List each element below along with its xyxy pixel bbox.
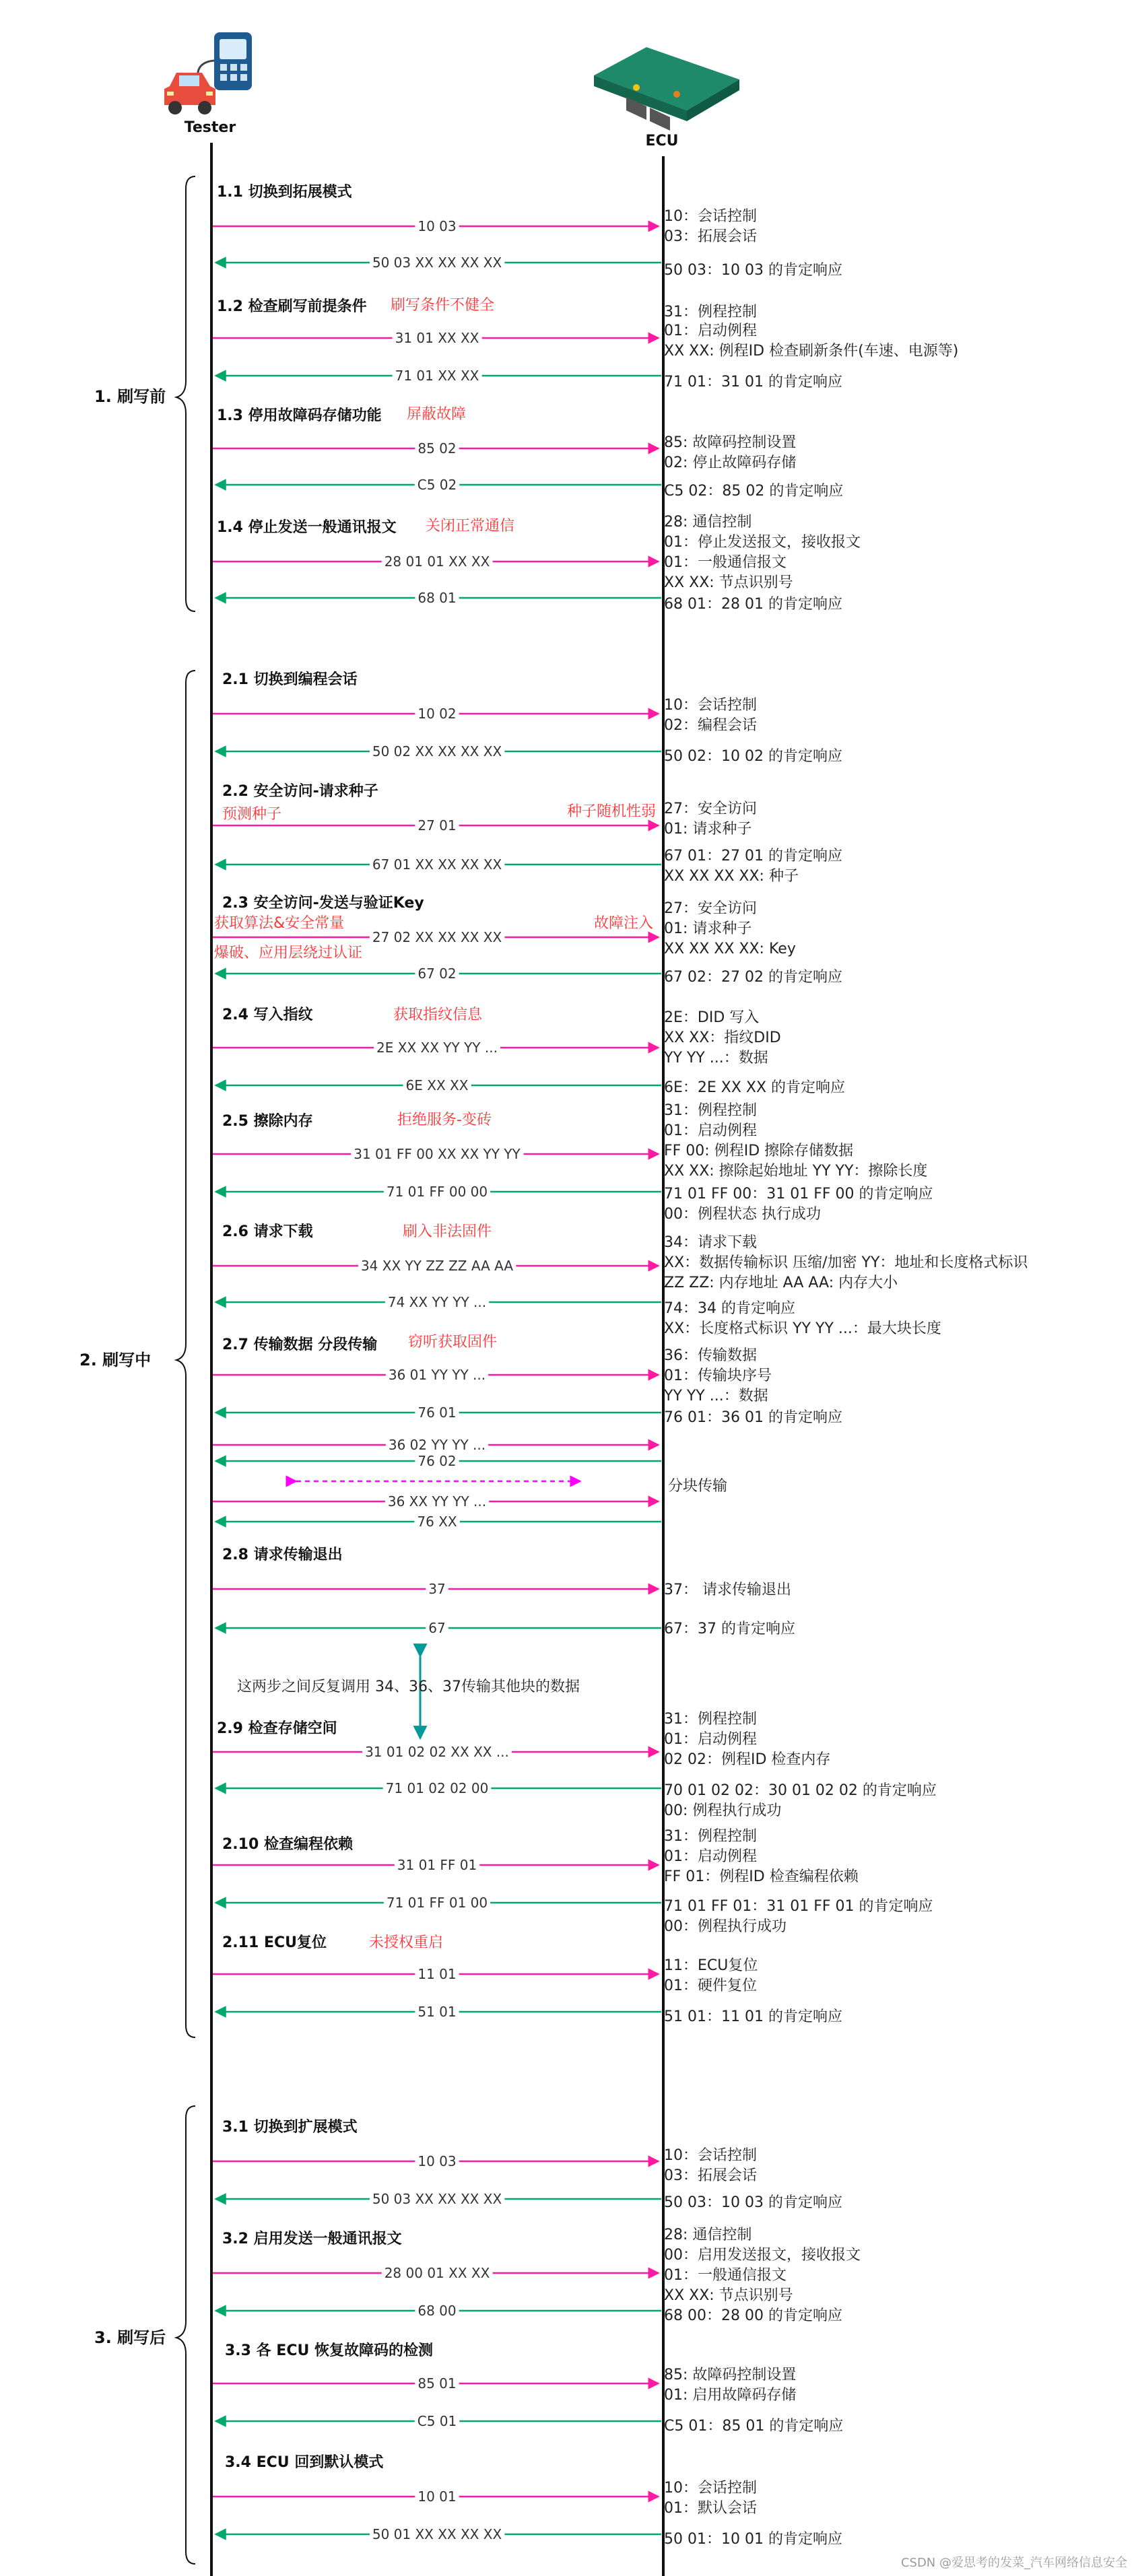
ecu-description: 27：安全访问 [664,801,757,817]
ecu-description: 01：一般通信报文 [664,554,787,571]
ecu-description: FF 01：例程ID 检查编程依赖 [664,1868,859,1885]
message-label: 76 02 [417,1453,457,1469]
ecu-description: 00: 例程执行成功 [664,1802,782,1819]
ecu-description: 01：停止发送报文，接收报文 [664,534,861,551]
message-label: 67 02 [417,965,457,982]
phase-brace-1 [176,176,195,611]
attack-note: 刷写条件不健全 [391,297,495,314]
message-label: 31 01 FF 01 [397,1857,477,1873]
ecu-description: 01：硬件复位 [664,1977,757,1994]
attack-note: 爆破、应用层绕过认证 [214,945,363,961]
ecu-description: 10：会话控制 [664,697,757,714]
ecu-description: 27：安全访问 [664,900,757,917]
message-label: 71 01 FF 00 00 [386,1184,488,1200]
ecu-description: XX：长度格式标识 YY YY ...：最大块长度 [664,1320,941,1337]
ecu-description: 01：一般通信报文 [664,2267,787,2284]
message-label: 74 XX YY YY ... [387,1294,487,1310]
ecu-description: 10：会话控制 [664,208,757,225]
attack-note: 窃听获取固件 [408,1334,498,1351]
ecu-description: 10：会话控制 [664,2480,757,2497]
message-label: 28 00 01 XX XX [384,2265,490,2281]
ecu-description: 01：默认会话 [664,2500,757,2517]
step-title: 2.2 安全访问-请求种子 [222,783,378,800]
step-title: 1.4 停止发送一般通讯报文 [217,519,397,536]
phase-brace-3 [176,2106,195,2564]
ecu-description: C5 01：85 01 的肯定响应 [664,2418,844,2435]
message-label: 27 01 [417,817,457,834]
ecu-description: 01: 启用故障码存储 [664,2387,797,2404]
ecu-description: ZZ ZZ: 内存地址 AA AA: 内存大小 [664,1275,898,1291]
phase-label-1: 1. 刷写前 [94,387,166,406]
step-title: 3.2 启用发送一般通讯报文 [222,2231,402,2247]
ecu-description: 31：例程控制 [664,1711,757,1728]
ecu-description: XX XX: 节点识别号 [664,2287,793,2304]
ecu-description: 2E：DID 写入 [664,1009,760,1026]
attack-note: 预测种子 [222,806,282,823]
ecu-description: 70 01 02 02：30 01 02 02 的肯定响应 [664,1782,937,1799]
ecu-description: 51 01：11 01 的肯定响应 [664,2008,842,2025]
step-title: 2.6 请求下载 [222,1223,313,1240]
ecu-description: 02: 停止故障码存储 [664,454,797,471]
step-title: 3.1 切换到扩展模式 [222,2119,358,2136]
ecu-description: YY YY ...：数据 [664,1388,768,1404]
ecu-description: 68 00：28 00 的肯定响应 [664,2307,842,2324]
ecu-descriptions [663,208,1028,2548]
step-title: 2.4 写入指纹 [222,1007,313,1023]
attack-note: 拒绝服务-变砖 [397,1112,492,1128]
message-label: 10 01 [417,2488,457,2505]
message-label: 76 01 [417,1404,457,1421]
ecu-description: 01: 请求种子 [664,920,752,937]
message-label: 50 03 XX XX XX XX [372,255,502,271]
ecu-description: 31：例程控制 [664,1102,757,1119]
ecu-description: 36：传输数据 [664,1347,757,1364]
ecu-description: 74：34 的肯定响应 [664,1300,795,1317]
phase-brace-2 [176,671,195,2037]
message-arrows [213,218,661,2542]
ecu-description: 31：例程控制 [664,304,757,320]
ecu-description: 50 02：10 02 的肯定响应 [664,748,842,765]
attack-note: 关闭正常通信 [426,518,515,535]
ecu-description: 76 01：36 01 的肯定响应 [664,1409,842,1426]
ecu-description: 85: 故障码控制设置 [664,434,797,451]
step-title: 2.8 请求传输退出 [222,1547,343,1563]
message-label: C5 02 [417,477,457,493]
attack-note: 刷入非法固件 [403,1223,492,1240]
step-title: 2.5 擦除内存 [222,1113,313,1130]
message-label: 10 02 [417,706,457,722]
step-title: 2.9 检查存储空间 [217,1720,337,1737]
attack-note: 屏蔽故障 [407,406,467,423]
step-title: 2.7 传输数据 分段传输 [222,1336,378,1353]
step-title: 1.1 切换到拓展模式 [217,184,352,201]
message-label: 50 01 XX XX XX XX [372,2526,502,2542]
message-label: 36 02 YY YY ... [388,1437,486,1453]
ecu-description: 6E：2E XX XX 的肯定响应 [664,1079,846,1096]
message-label: 31 01 FF 00 XX XX YY YY [354,1146,521,1162]
step-title: 2.11 ECU复位 [222,1934,327,1951]
step-title: 2.1 切换到编程会话 [222,671,358,688]
step-title: 3.4 ECU 回到默认模式 [225,2454,384,2471]
message-label: 71 01 XX XX [395,368,479,384]
step-title: 2.10 检查编程依赖 [222,1836,353,1853]
message-label: 27 02 XX XX XX XX [372,929,502,945]
ecu-description: 71 01 FF 01：31 01 FF 01 的肯定响应 [664,1898,933,1915]
attack-note: 种子随机性弱 [566,803,656,820]
ecu-description: 28: 通信控制 [664,2227,752,2243]
ecu-description: 37： 请求传输退出 [664,1582,791,1598]
message-label: 28 01 01 XX XX [384,553,490,570]
ecu-description: 71 01 FF 00：31 01 FF 00 的肯定响应 [664,1186,933,1202]
message-label: 36 01 YY YY ... [388,1367,486,1383]
attack-note: 获取指纹信息 [393,1007,483,1023]
ecu-description: XX XX XX XX: 种子 [664,868,799,885]
ecu-description: 50 03：10 03 的肯定响应 [664,2194,842,2211]
ecu-description: 50 03：10 03 的肯定响应 [664,262,842,279]
ecu-description: 67 01：27 01 的肯定响应 [664,848,842,865]
message-label: 36 XX YY YY ... [387,1493,487,1510]
ecu-description: 01：启动例程 [664,1122,757,1139]
message-label: 11 01 [417,1966,457,1982]
footer-credit: CSDN @爱思考的发菜_汽车网络信息安全 [900,2556,1127,2570]
ecu-description: 11：ECU复位 [664,1957,758,1974]
ecu-description: 10：会话控制 [664,2147,757,2164]
message-label: 10 03 [417,2153,457,2169]
message-label: 50 03 XX XX XX XX [372,2191,502,2207]
message-label: 68 00 [417,2303,457,2319]
message-label: 68 01 [417,590,457,606]
message-label: 50 02 XX XX XX XX [372,743,502,759]
ecu-description: 01：启动例程 [664,1731,757,1748]
message-label: 76 XX [417,1514,457,1530]
attack-note: 获取算法&安全常量 [214,915,345,932]
ecu-description: 02 02：例程ID 检查内存 [664,1751,831,1768]
message-label: 2E XX XX YY YY ... [376,1040,498,1056]
attack-note: 未授权重启 [369,1934,444,1951]
ecu-description: 85: 故障码控制设置 [664,2367,797,2383]
ecu-description: 67：37 的肯定响应 [664,1621,795,1637]
ecu-description: XX XX XX XX: Key [664,941,796,957]
message-label: 85 02 [417,440,457,456]
message-label: 51 01 [417,2004,457,2020]
ecu-description: 分块传输 [668,1478,728,1495]
step-title: 2.3 安全访问-发送与验证Key [222,895,424,912]
ecu-description: 68 01：28 01 的肯定响应 [664,596,842,613]
ecu-description: YY YY ...：数据 [664,1050,768,1066]
message-label: 34 XX YY ZZ ZZ AA AA [360,1258,514,1274]
ecu-description: 02：编程会话 [664,717,757,734]
ecu-description: 71 01：31 01 的肯定响应 [664,374,842,391]
message-label: C5 01 [417,2413,457,2429]
message-label: 10 03 [417,218,457,234]
phase-label-2: 2. 刷写中 [79,1351,152,1369]
message-label: 67 01 XX XX XX XX [372,856,502,873]
message-label: 31 01 XX XX [395,330,479,346]
ecu-description: 01: 请求种子 [664,821,752,838]
message-label: 6E XX XX [405,1077,469,1093]
attack-note: 故障注入 [593,915,653,932]
ecu-description: 01：启动例程 [664,1848,757,1865]
ecu-description: FF 00: 例程ID 擦除存储数据 [664,1143,854,1159]
message-label: 67 [428,1620,446,1636]
ecu-description: 28: 通信控制 [664,514,752,531]
ecu-description: 00：例程状态 执行成功 [664,1206,821,1223]
ecu-description: 03：拓展会话 [664,228,757,245]
message-label: 71 01 FF 01 00 [386,1895,488,1911]
ecu-description: XX XX: 擦除起始地址 YY YY：擦除长度 [664,1163,928,1180]
ecu-label: ECU [645,133,679,149]
ecu-description: C5 02：85 02 的肯定响应 [664,483,844,500]
ecu-description: XX XX: 例程ID 检查刷新条件(车速、电源等) [664,343,959,360]
step-title: 3.3 各 ECU 恢复故障码的检测 [225,2342,433,2359]
ecu-description: 00：启用发送报文，接收报文 [664,2247,861,2264]
loop-note: 这两步之间反复调用 34、36、37传输其他块的数据 [237,1679,580,1695]
tester-label: Tester [184,119,236,136]
ecu-description: 31：例程控制 [664,1828,757,1845]
message-label: 31 01 02 02 XX XX ... [365,1744,509,1760]
message-label: 37 [428,1581,446,1597]
ecu-description: 67 02：27 02 的肯定响应 [664,969,842,986]
message-label: 85 01 [417,2375,457,2392]
ecu-description: 01：启动例程 [664,323,757,339]
ecu-description: XX：数据传输标识 压缩/加密 YY：地址和长度格式标识 [664,1254,1028,1271]
ecu-description: 01：传输块序号 [664,1367,772,1384]
tester-icon [164,32,252,114]
phase-label-3: 3. 刷写后 [94,2328,166,2347]
ecu-description: 03：拓展会话 [664,2167,757,2184]
ecu-description: XX XX：指纹DID [664,1029,781,1046]
ecu-description: 50 01：10 01 的肯定响应 [664,2531,842,2548]
step-title: 1.3 停用故障码存储功能 [217,407,382,424]
message-label: 71 01 02 02 00 [385,1780,489,1796]
ecu-description: XX XX: 节点识别号 [664,574,793,591]
ecu-board-icon [594,0,739,131]
step-title: 1.2 检查刷写前提条件 [217,298,367,315]
ecu-description: 00：例程执行成功 [664,1918,787,1935]
ecu-description: 34：请求下载 [664,1234,757,1251]
